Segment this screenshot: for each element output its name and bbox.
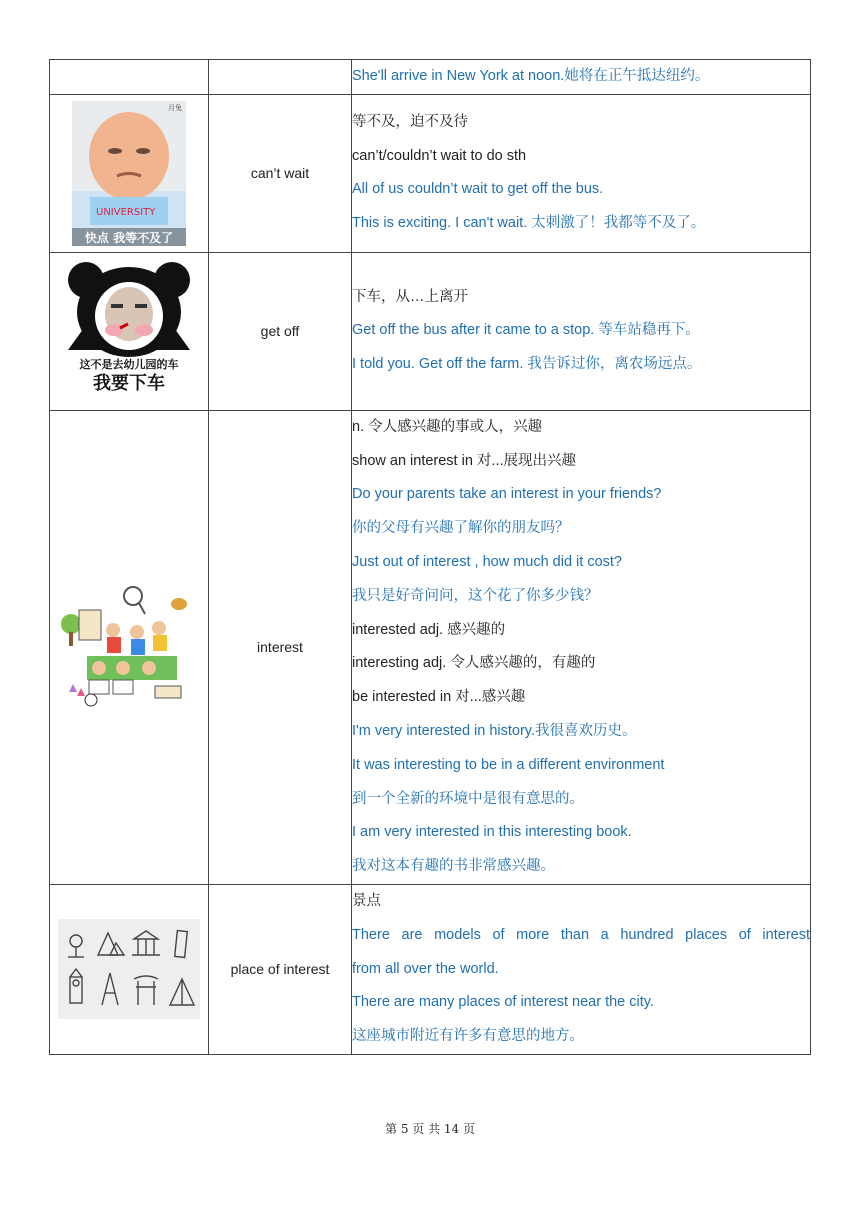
usage-line: be interested in 对...感兴趣 bbox=[352, 689, 526, 706]
explanation-cell bbox=[352, 410, 811, 884]
image-cell bbox=[50, 410, 209, 884]
usage-line: show an interest in 对...展现出兴趣 bbox=[352, 452, 577, 469]
explanation-cell bbox=[352, 60, 811, 95]
example-line: 我对这本有趣的书非常感兴趣。 bbox=[352, 858, 555, 875]
explanation-cell bbox=[352, 252, 811, 410]
example-line: This is exciting. I can't wait. 太刺激了！我都等不及了。 bbox=[352, 215, 706, 232]
example-line: 我只是好奇问问，这个花了你多少钱？ bbox=[352, 587, 599, 604]
example-line: It was interesting to be in a different environment bbox=[352, 756, 665, 773]
image-cell bbox=[50, 60, 209, 95]
example-line: 这座城市附近有许多有意思的地方。 bbox=[352, 1028, 584, 1045]
definition-line: 下车，从…上离开 bbox=[352, 288, 468, 305]
example-line: There are many places of interest near the city. bbox=[352, 994, 654, 1011]
page-footer: 第 5 页 共 14 页 bbox=[385, 1122, 475, 1136]
vocabulary-table bbox=[49, 59, 811, 1055]
image-cell bbox=[50, 252, 209, 410]
word-cell: can’t wait bbox=[209, 94, 352, 252]
example-line: Get off the bus after it came to a stop. 等车站稳再下。 bbox=[352, 322, 700, 339]
example-line: 到一个全新的环境中是很有意思的。 bbox=[352, 790, 584, 807]
definition-line: 等不及，迫不及待 bbox=[352, 113, 468, 130]
definition-line: 景点 bbox=[352, 892, 381, 909]
image-caption: 快点 我等不及了 bbox=[84, 230, 174, 245]
example-line: from all over the world. bbox=[352, 960, 499, 977]
image-tag: 月兔 bbox=[168, 103, 182, 112]
example-line: Do your parents take an interest in your friends? bbox=[352, 486, 662, 503]
table-row bbox=[50, 410, 811, 884]
panda-meme-image bbox=[58, 260, 200, 402]
explanation-cell bbox=[352, 94, 811, 252]
example-line: 你的父母有兴趣了解你的朋友吗？ bbox=[352, 520, 570, 537]
image-caption: 这不是去幼儿园的车 bbox=[79, 358, 179, 372]
word-cell: interest bbox=[209, 410, 352, 884]
landmarks-icon-grid bbox=[58, 919, 200, 1019]
example-line: Just out of interest , how much did it cost? bbox=[352, 553, 622, 570]
usage-line: can’t/couldn’t wait to do sth bbox=[352, 147, 527, 164]
word-cell: place of interest bbox=[209, 884, 352, 1054]
image-caption: 我要下车 bbox=[93, 373, 165, 395]
example-line: I'm very interested in history.我很喜欢历史。 bbox=[352, 722, 637, 739]
image-cell bbox=[50, 884, 209, 1054]
children-hobbies-illustration bbox=[59, 582, 199, 712]
definition-line: n. 令人感兴趣的事或人，兴趣 bbox=[352, 418, 543, 435]
example-line: There are models of more than a hundred places of interest bbox=[352, 926, 810, 943]
svg-text:UNIVERSITY: UNIVERSITY bbox=[96, 206, 156, 218]
table-row bbox=[50, 94, 811, 252]
table-row bbox=[50, 884, 811, 1054]
example-line: I told you. Get off the farm. 我告诉过你，离农场远点。 bbox=[352, 356, 702, 373]
crying-baby-meme-image bbox=[72, 101, 186, 246]
definition-line: interesting adj. 令人感兴趣的，有趣的 bbox=[352, 655, 596, 672]
definition-line: interested adj. 感兴趣的 bbox=[352, 621, 506, 638]
explanation-cell bbox=[352, 884, 811, 1054]
example-line: She'll arrive in New York at noon.她将在正午抵达纽约。 bbox=[352, 68, 710, 84]
table-row bbox=[50, 252, 811, 410]
word-cell: get off bbox=[209, 252, 352, 410]
word-cell bbox=[209, 60, 352, 95]
example-line: I am very interested in this interesting book. bbox=[352, 824, 632, 841]
example-line: All of us couldn’t wait to get off the bus. bbox=[352, 181, 604, 198]
table-row bbox=[50, 60, 811, 95]
image-cell bbox=[50, 94, 209, 252]
